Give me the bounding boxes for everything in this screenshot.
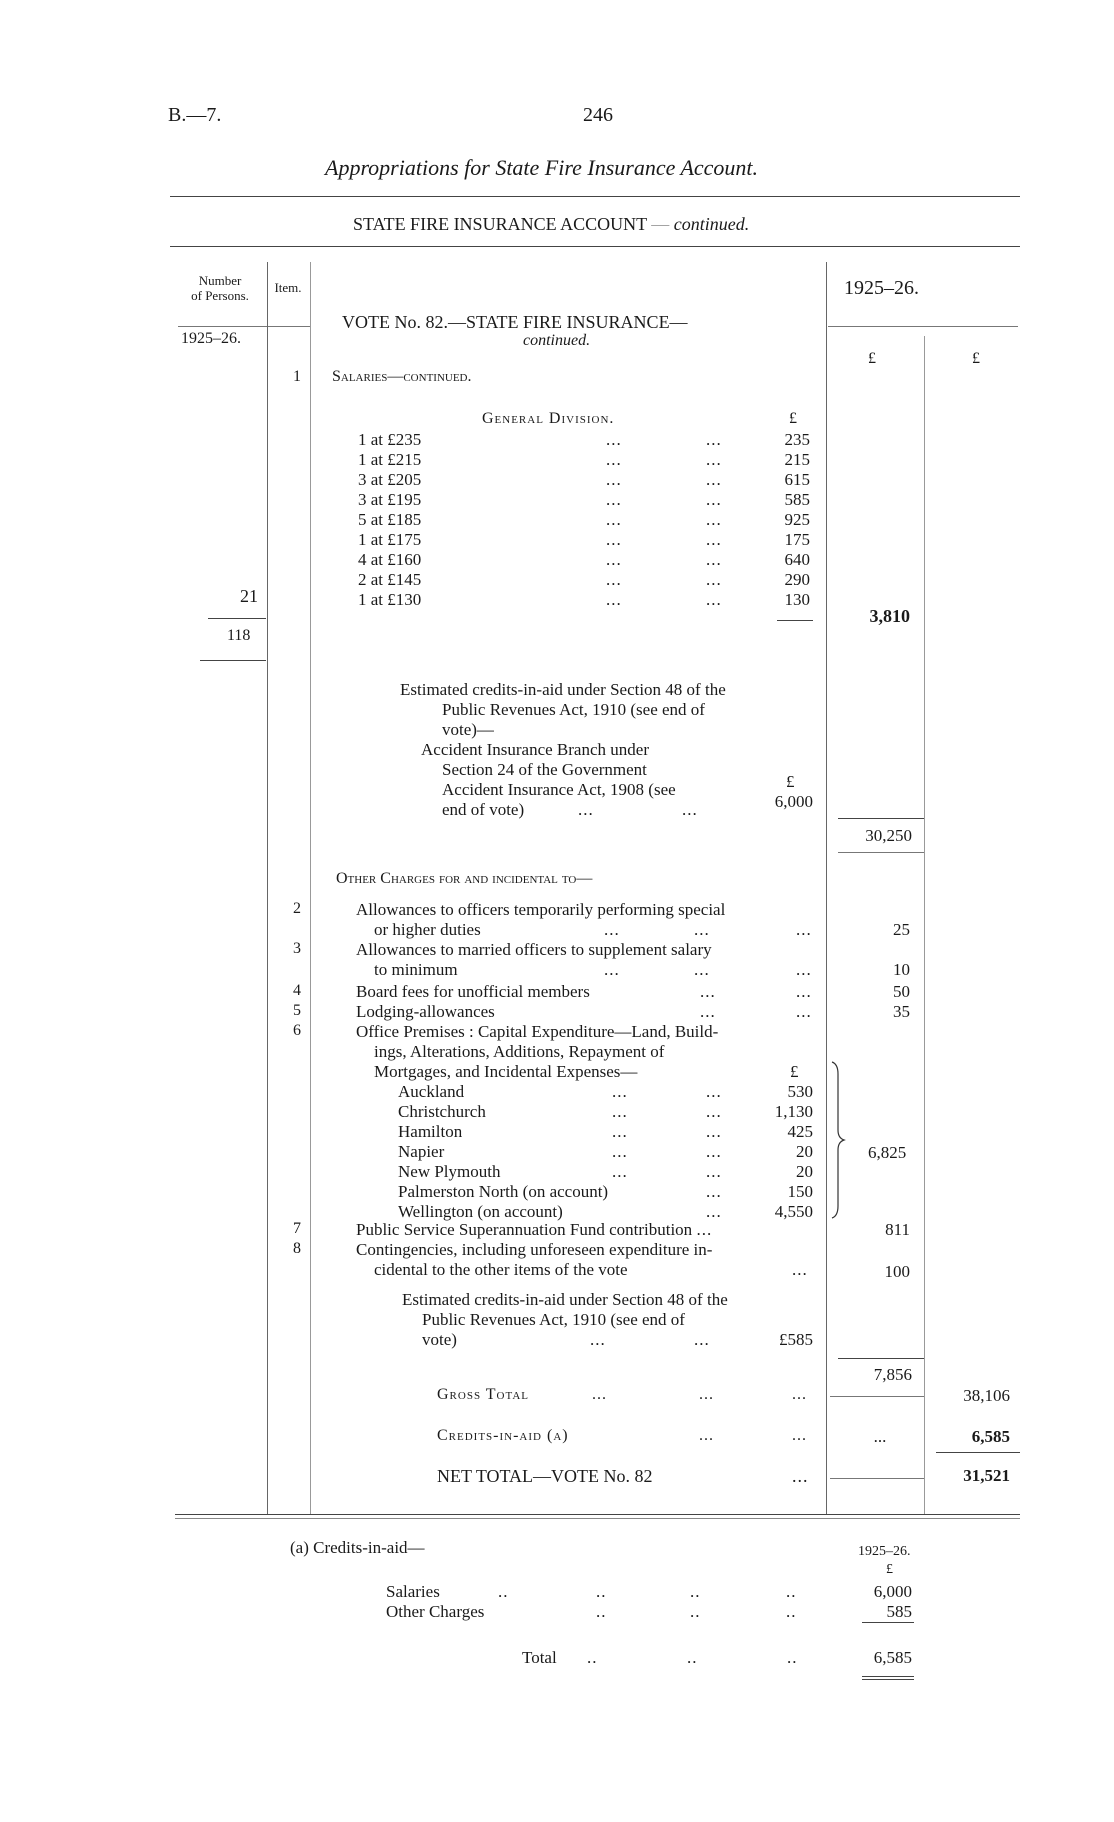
page-number: 246 bbox=[583, 104, 613, 126]
premises-label: ings, Alterations, Additions, Repayment of bbox=[374, 1042, 665, 1061]
other-charges-heading: Other Charges for and incidental to— bbox=[336, 870, 593, 887]
charge-item-label: Allowances to officers temporarily performing special bbox=[356, 900, 726, 919]
salaries-sum-rule bbox=[777, 620, 813, 621]
general-division-heading: General Division. bbox=[482, 410, 615, 427]
superannuation-amount: 811 bbox=[885, 1220, 910, 1239]
leader-dots: ... bbox=[606, 470, 622, 489]
footnote-sum-rule bbox=[862, 1622, 914, 1623]
leader-dots: ... bbox=[694, 1330, 710, 1349]
leader-dots: ... bbox=[604, 960, 620, 979]
premises-location: Napier bbox=[398, 1142, 445, 1161]
premises-location: Palmerston North (on account) bbox=[398, 1182, 609, 1201]
charge-item-amount: 35 bbox=[893, 1002, 910, 1021]
gross-total-label: Gross Total ... ... ... bbox=[437, 1386, 807, 1403]
salary-rate: 2 at £145 bbox=[358, 570, 422, 589]
net-total-leader-rule bbox=[830, 1478, 924, 1479]
page-title: Appropriations for State Fire Insurance Account. bbox=[325, 155, 759, 180]
leader-dots: ... bbox=[706, 590, 722, 609]
premises-pound-symbol: £ bbox=[790, 1062, 799, 1081]
premises-label: Mortgages, and Incidental Expenses— bbox=[374, 1062, 638, 1081]
pound-header-2: £ bbox=[972, 350, 980, 367]
credits-note-line: Accident Insurance Branch under bbox=[421, 740, 649, 759]
leader-dots: ... bbox=[694, 920, 710, 939]
premises-location: Christchurch bbox=[398, 1102, 486, 1121]
footnote-heading: (a) Credits-in-aid— bbox=[290, 1538, 425, 1557]
salary-amount: 615 bbox=[784, 470, 810, 489]
table-top-rule bbox=[170, 246, 1020, 247]
charge-item-label: to minimum bbox=[374, 960, 458, 979]
leader-dots: ... bbox=[612, 1082, 628, 1101]
credits-note-line: Accident Insurance Act, 1908 (see bbox=[442, 780, 676, 799]
leader-dots: ... bbox=[612, 1102, 628, 1121]
premises-amount: 530 bbox=[787, 1082, 813, 1101]
credits-note-line: Section 24 of the Government bbox=[442, 760, 647, 779]
persons-total: 118 bbox=[227, 627, 251, 644]
premises-brace-icon bbox=[828, 1060, 848, 1220]
credits-note-line: vote)— bbox=[442, 720, 494, 739]
charge-item-label: or higher duties bbox=[374, 920, 481, 939]
salaries-credits-pound: £ bbox=[786, 772, 795, 791]
leader-dots: ... bbox=[590, 1330, 606, 1349]
footnote-pound: £ bbox=[886, 1562, 893, 1577]
charge-item-amount: 10 bbox=[893, 960, 910, 979]
salary-amount: 215 bbox=[784, 450, 810, 469]
leader-dots: ... bbox=[606, 450, 622, 469]
salary-amount: 585 bbox=[784, 490, 810, 509]
leader-dots: ... bbox=[700, 1002, 716, 1021]
leader-dots: ... bbox=[606, 430, 622, 449]
credits-in-aid-amount: 6,585 bbox=[971, 1427, 1010, 1446]
salary-rate: 1 at £235 bbox=[358, 430, 422, 449]
credits-in-aid-rule bbox=[936, 1452, 1020, 1453]
leader-dots: ... bbox=[706, 1082, 722, 1101]
charge-item-label: Allowances to married officers to supplement salary bbox=[356, 940, 712, 959]
other-charges-total: 7,856 bbox=[873, 1365, 912, 1384]
credits-note-line: Public Revenues Act, 1910 (see end of bbox=[422, 1310, 685, 1329]
leader-dots: ... bbox=[706, 1182, 722, 1201]
net-total-label: NET TOTAL—VOTE No. 82 ... bbox=[437, 1466, 809, 1486]
leader-dots: ... bbox=[606, 530, 622, 549]
leader-dots: .. bbox=[786, 1602, 797, 1621]
credits-note-line: vote) bbox=[422, 1330, 457, 1349]
leader-dots: .. bbox=[690, 1602, 701, 1621]
salaries-heading: Salaries—continued. bbox=[332, 368, 472, 385]
other-charges-total-rule bbox=[838, 1358, 924, 1359]
credits-note-line: end of vote) bbox=[442, 800, 525, 819]
section-subtitle: STATE FIRE INSURANCE ACCOUNT — continued. bbox=[353, 214, 750, 234]
leader-dots: ... bbox=[706, 1102, 722, 1121]
leader-dots: .. bbox=[596, 1602, 607, 1621]
salary-rate: 1 at £175 bbox=[358, 530, 422, 549]
salary-rate: 4 at £160 bbox=[358, 550, 422, 569]
salary-rate: 3 at £195 bbox=[358, 490, 422, 509]
leader-dots: ... bbox=[706, 1202, 722, 1221]
premises-amount: 150 bbox=[787, 1182, 813, 1201]
salaries-item-number: 1 bbox=[293, 368, 301, 385]
premises-amount: 20 bbox=[796, 1162, 813, 1181]
leader-dots: ... bbox=[578, 800, 594, 819]
credits-in-aid-label: Credits-in-aid (a) ... ... bbox=[437, 1427, 807, 1444]
amount-header-rule bbox=[828, 326, 1018, 327]
text-amount-divider bbox=[826, 262, 827, 1514]
leader-dots: ... bbox=[706, 470, 722, 489]
item-text-divider bbox=[310, 262, 311, 1514]
leader-dots: ... bbox=[612, 1162, 628, 1181]
premises-amount: 20 bbox=[796, 1142, 813, 1161]
leader-dots: ... bbox=[606, 590, 622, 609]
premises-location: New Plymouth bbox=[398, 1162, 501, 1181]
footnote-year: 1925–26. bbox=[858, 1544, 911, 1559]
leader-dots: ... bbox=[706, 450, 722, 469]
persons-header-rule bbox=[178, 326, 268, 327]
other-charges-credits-amount: £585 bbox=[779, 1330, 813, 1349]
leader-dots: ... bbox=[706, 550, 722, 569]
leader-dots: ... bbox=[682, 800, 698, 819]
leader-dots: ... bbox=[796, 1002, 812, 1021]
persons-total-rule bbox=[200, 660, 266, 661]
charge-item-number: 4 bbox=[293, 982, 301, 999]
leader-dots: ... bbox=[604, 920, 620, 939]
leader-dots: ... bbox=[606, 570, 622, 589]
footnote-total-rule bbox=[862, 1676, 914, 1677]
leader-dots: ... bbox=[606, 550, 622, 569]
pound-header-1: £ bbox=[868, 350, 876, 367]
leader-dots: .. bbox=[690, 1582, 701, 1601]
gross-total-leader-rule bbox=[830, 1396, 924, 1397]
credits-note-line: Public Revenues Act, 1910 (see end of bbox=[442, 700, 705, 719]
charge-item-amount: 50 bbox=[893, 982, 910, 1001]
charge-item-label: Lodging-allowances bbox=[356, 1002, 495, 1021]
leader-dots: ... bbox=[612, 1122, 628, 1141]
credits-note-line: Estimated credits-in-aid under Section 48 of the bbox=[400, 680, 726, 699]
leader-dots: .. bbox=[786, 1582, 797, 1601]
vote-title-continued: continued. bbox=[523, 332, 591, 349]
persons-item-divider bbox=[267, 262, 268, 1514]
leader-dots: ... bbox=[706, 510, 722, 529]
leader-dots: ... bbox=[796, 920, 812, 939]
table-bottom-rule-2 bbox=[175, 1518, 1020, 1519]
footnote-total-label: Total .. .. .. bbox=[522, 1648, 798, 1667]
salaries-total-underline bbox=[838, 852, 924, 853]
amount-subdivider bbox=[924, 336, 925, 1514]
item-header-rule bbox=[268, 326, 310, 327]
contingencies-label: Contingencies, including unforeseen expenditure in- cidental to the other items of the vote ... bbox=[356, 1240, 808, 1279]
persons-year-header: 1925–26. bbox=[181, 330, 241, 347]
premises-label: Office Premises : Capital Expenditure—Land, Build- bbox=[356, 1022, 719, 1041]
footnote-row-label: Salaries bbox=[386, 1582, 440, 1601]
leader-dots: ... bbox=[606, 490, 622, 509]
leader-dots: ... bbox=[612, 1142, 628, 1161]
salaries-total-rule bbox=[838, 818, 924, 819]
salary-rate: 1 at £215 bbox=[358, 450, 422, 469]
charge-item-number: 2 bbox=[293, 900, 301, 917]
charge-item-number: 3 bbox=[293, 940, 301, 957]
page-reference: B.—7. bbox=[168, 104, 222, 126]
net-total-amount: 31,521 bbox=[963, 1466, 1010, 1485]
salaries-total: 30,250 bbox=[865, 826, 912, 845]
footnote-total-amount: 6,585 bbox=[873, 1648, 912, 1667]
salaries-pound-symbol: £ bbox=[789, 410, 797, 427]
table-bottom-rule bbox=[175, 1514, 1020, 1515]
leader-dots: ... bbox=[706, 530, 722, 549]
charge-item-label: Board fees for unofficial members bbox=[356, 982, 590, 1001]
salaries-credits-amount: 6,000 bbox=[774, 792, 813, 811]
amount-year-header: 1925–26. bbox=[844, 277, 919, 299]
leader-dots: ... bbox=[706, 1162, 722, 1181]
premises-location: Wellington (on account) bbox=[398, 1202, 563, 1221]
premises-location: Auckland bbox=[398, 1082, 465, 1101]
salary-amount: 290 bbox=[784, 570, 810, 589]
charge-item-number: 5 bbox=[293, 1002, 301, 1019]
leader-dots: ... bbox=[606, 510, 622, 529]
premises-amount: 425 bbox=[787, 1122, 813, 1141]
salary-rate: 3 at £205 bbox=[358, 470, 422, 489]
credits-in-aid-mid: ... bbox=[873, 1427, 887, 1446]
leader-dots: ... bbox=[706, 490, 722, 509]
salary-amount: 130 bbox=[784, 590, 810, 609]
contingencies-amount: 100 bbox=[884, 1262, 910, 1281]
leader-dots: ... bbox=[694, 960, 710, 979]
salary-rate: 5 at £185 bbox=[358, 510, 422, 529]
charge-item-amount: 25 bbox=[893, 920, 910, 939]
title-rule bbox=[170, 196, 1020, 197]
leader-dots: ... bbox=[706, 1142, 722, 1161]
salary-amount: 640 bbox=[784, 550, 810, 569]
salary-amount: 925 bbox=[784, 510, 810, 529]
general-division-total: 3,810 bbox=[869, 606, 910, 626]
salary-amount: 175 bbox=[784, 530, 810, 549]
contingencies-item-number: 8 bbox=[293, 1240, 301, 1257]
leader-dots: ... bbox=[796, 982, 812, 1001]
vote-title: VOTE No. 82.—STATE FIRE INSURANCE— bbox=[342, 312, 688, 332]
persons-subtotal: 21 bbox=[240, 586, 258, 606]
persons-subtotal-rule bbox=[208, 618, 266, 619]
premises-total: 6,825 bbox=[868, 1143, 907, 1162]
leader-dots: ... bbox=[706, 430, 722, 449]
leader-dots: .. bbox=[498, 1582, 509, 1601]
leader-dots: .. bbox=[596, 1582, 607, 1601]
footnote-row-amount: 585 bbox=[886, 1602, 912, 1621]
footnote-row-amount: 6,000 bbox=[873, 1582, 912, 1601]
footnote-total-rule-2 bbox=[862, 1679, 914, 1680]
leader-dots: ... bbox=[700, 982, 716, 1001]
leader-dots: ... bbox=[796, 960, 812, 979]
premises-amount: 1,130 bbox=[774, 1102, 813, 1121]
superannuation-item-number: 7 bbox=[293, 1220, 301, 1237]
persons-column-header: Number of Persons. bbox=[191, 273, 249, 303]
premises-item-number: 6 bbox=[293, 1022, 301, 1039]
superannuation-label: Public Service Superannuation Fund contribution ... bbox=[356, 1220, 713, 1239]
salary-amount: 235 bbox=[784, 430, 810, 449]
salary-rate: 1 at £130 bbox=[358, 590, 422, 609]
footnote-row-label: Other Charges bbox=[386, 1602, 485, 1621]
leader-dots: ... bbox=[706, 570, 722, 589]
credits-note-line: Estimated credits-in-aid under Section 48 of the bbox=[402, 1290, 728, 1309]
item-column-header: Item. bbox=[274, 280, 302, 295]
gross-total-amount: 38,106 bbox=[963, 1386, 1010, 1405]
leader-dots: ... bbox=[706, 1122, 722, 1141]
premises-amount: 4,550 bbox=[774, 1202, 813, 1221]
premises-location: Hamilton bbox=[398, 1122, 463, 1141]
